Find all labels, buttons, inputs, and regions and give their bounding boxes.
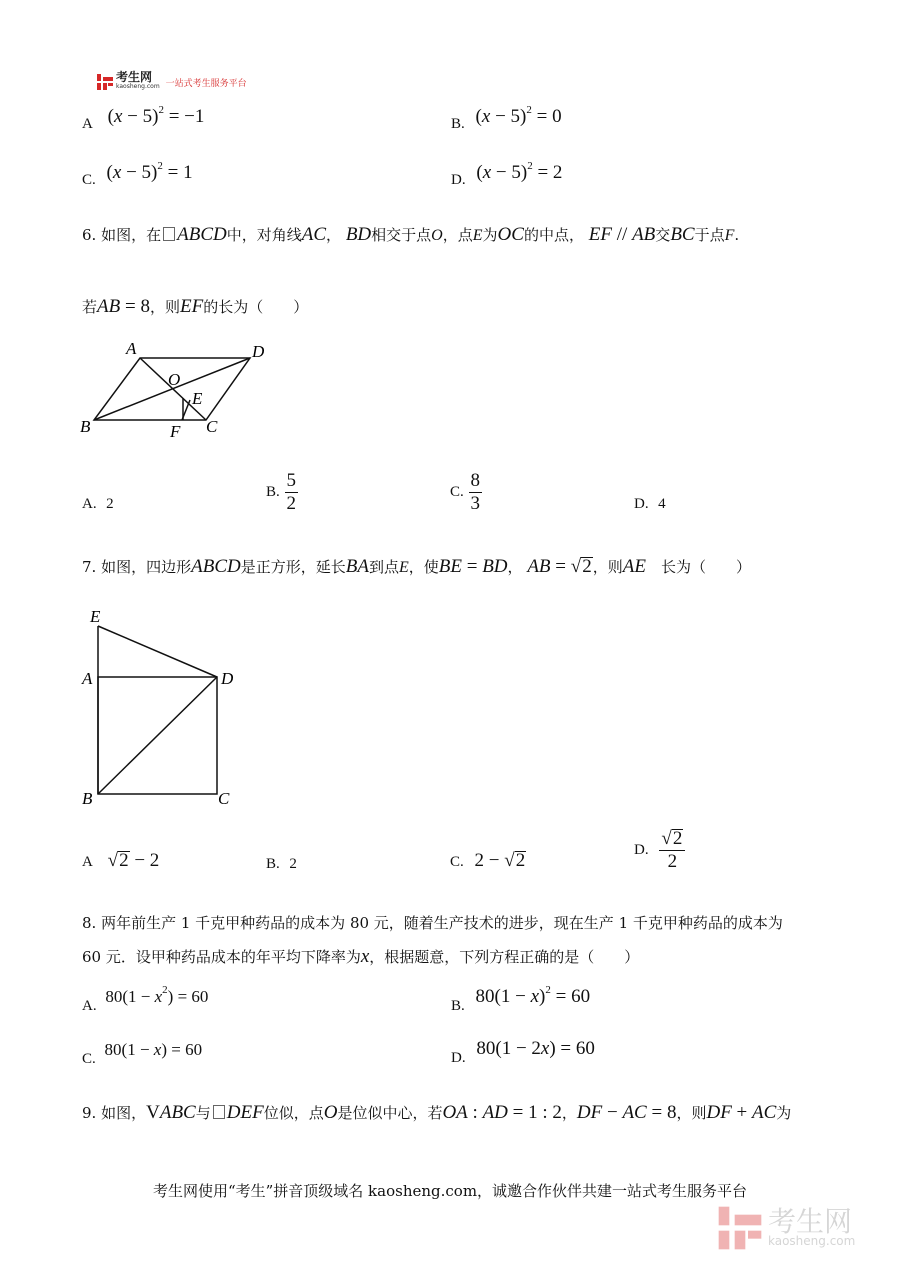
q6-text: ，点 (442, 226, 473, 244)
frac-denominator: 3 (470, 493, 481, 514)
q7-option-c: C. 2 − √2 (450, 850, 526, 871)
point-o-label: O (168, 370, 181, 389)
q5-option-d: D. $(x - 5)^2 = 2$ (451, 160, 563, 188)
logo-icon (96, 73, 114, 91)
frac-numerator: 5 (286, 470, 297, 491)
q8-option-a-label: A. (82, 998, 97, 1014)
parallelogram-symbol (163, 227, 175, 241)
q6-text: 如图，在 (101, 226, 162, 244)
q8-number: 8. (82, 914, 97, 932)
q9-text: ， (561, 1104, 577, 1122)
q8-text: 60 元．设甲种药品成本的年平均下降率为 (82, 948, 361, 966)
point-b-label: B (82, 789, 93, 808)
q8-option-b: B. $80(1 - x)^2 = 60$ (451, 984, 591, 1014)
q8-option-a: A. $80(1 - x^2) = 60$ (82, 984, 209, 1014)
q7-number: 7. (82, 558, 97, 576)
q7-text: ， (507, 558, 523, 576)
point-c-label: C (206, 417, 218, 436)
q8-text: 两年前生产 1 千克甲种药品的成本为 80 元，随着生产技术的进步，现在生产 1 千克甲种药品的成本为 (101, 914, 783, 932)
point-b-label: B (80, 417, 91, 436)
point-e-label: E (192, 389, 203, 408)
q6-text: 中，对角线 (226, 226, 302, 244)
q6-text: 于点 (694, 226, 725, 244)
point-a-label: A (126, 339, 137, 358)
q6-text: ，则 (149, 298, 180, 316)
point-f-label: F (170, 422, 181, 441)
q6-text: . (734, 226, 740, 244)
point-a-label: A (82, 669, 93, 688)
q7-option-b-value: 2 (289, 856, 297, 872)
q5-option-c: C. $(x - 5)^2 = 1$ (82, 160, 193, 188)
watermark-logo-icon (716, 1204, 764, 1252)
logo-title: 考生网 (116, 70, 153, 84)
q7-option-a: A √2 − 2 (82, 850, 160, 871)
q8-option-b-label: B. (451, 998, 465, 1014)
q7-text: 到点 (368, 558, 399, 576)
q6-option-d-label: D. (634, 496, 649, 512)
q6-option-a (82, 494, 114, 513)
q9-stem: 9. 如图，VABC与 DEF位似，点O是位似中心，若OA : AD = 1 : 2，DF − AC = 8，则DF + AC为 (82, 1102, 792, 1123)
q5-option-a: A $(x - 5)^2 = -1$ (82, 104, 205, 132)
q8-stem-line2: 60 元．设甲种药品成本的年平均下降率为x，根据题意，下列方程正确的是（ ） (82, 946, 640, 967)
q6-text: 的长为（ ） (203, 298, 309, 316)
q7-text: ，使 (408, 558, 439, 576)
q9-text: ，则 (676, 1104, 707, 1122)
q5-option-b: B. $(x - 5)^2 = 0$ (451, 104, 562, 132)
q7-text: 长为（ ） (645, 558, 751, 576)
q5-option-a-label: A (82, 116, 93, 132)
q6-number: 6. (82, 226, 97, 244)
q6-option-b (266, 470, 298, 515)
q6-option-c-fraction (469, 470, 483, 515)
q9-text: 是位似中心，若 (337, 1104, 443, 1122)
q7-option-c-label: C. (450, 854, 464, 870)
q7-option-d-label: D. (634, 842, 649, 858)
frac-numerator: 8 (470, 470, 481, 491)
q6-option-a-value: 2 (106, 496, 114, 512)
q9-number: 9. (82, 1104, 97, 1122)
watermark-title: 考生网 (768, 1205, 853, 1238)
q6-stem-line1: 6. 如图，在 ABCD中，对角线AC， BD相交于点O，点E为OC的中点， EF // AB交BC于点F. (82, 224, 740, 245)
page-footer: 考生网使用“考生”拼音顶级域名 kaosheng.com，诚邀合作伙伴共建一站式考生服务平台 (152, 1182, 748, 1200)
q7-text: 如图，四边形 (101, 558, 192, 576)
q7-text: 是正方形，延长 (240, 558, 346, 576)
header-logo (96, 72, 247, 92)
q5-option-d-label: D. (451, 172, 466, 188)
q6-option-a-label: A. (82, 496, 97, 512)
q8-option-d-label: D. (451, 1050, 466, 1066)
q9-text: 为 (776, 1104, 792, 1122)
point-d-label: D (252, 342, 265, 361)
q8-option-c-label: C. (82, 1051, 96, 1067)
q6-text: 为 (482, 226, 498, 244)
q6-text: 相交于点 (371, 226, 432, 244)
q7-option-d-fraction: $\frac{√2}{2}$ (659, 828, 685, 873)
q5-option-c-label: C. (82, 172, 96, 188)
frac-denominator: 2 (286, 493, 297, 514)
triangle-symbol (213, 1105, 225, 1119)
q6-text: 交 (655, 226, 671, 244)
q7-option-a-label: A (82, 854, 93, 870)
point-e-label: E (90, 607, 101, 626)
logo-sub: kaosheng.com (116, 83, 160, 90)
q6-text: ， (326, 226, 342, 244)
logo-tagline: 一站式考生服务平台 (165, 78, 247, 89)
q7-option-b (266, 854, 297, 873)
q6-option-b-fraction (285, 470, 299, 515)
q8-stem-line1 (82, 912, 783, 933)
q6-text: 若 (82, 298, 98, 316)
q6-option-c-label: C. (450, 484, 464, 500)
q9-text: 如图， (101, 1104, 147, 1122)
watermark-sub: kaosheng.com (768, 1234, 856, 1248)
q9-text: 位似，点 (263, 1104, 324, 1122)
q7-text: ，则 (592, 558, 623, 576)
q6-stem-line2: 若AB = 8，则EF的长为（ ） (82, 296, 309, 317)
q9-text: 与 (195, 1104, 211, 1122)
q8-option-d: D. 80(1 − 2x) = 60 (451, 1038, 595, 1066)
point-c-label: C (218, 789, 230, 808)
q7-option-d (634, 828, 685, 873)
q6-option-d (634, 494, 666, 513)
q7-option-b-label: B. (266, 856, 280, 872)
q6-option-d-value: 4 (658, 496, 666, 512)
q8-option-c: C. 80(1 − x) = 60 (82, 1040, 203, 1067)
q8-text: ，根据题意，下列方程正确的是（ ） (369, 948, 640, 966)
q7-square-figure (78, 604, 248, 814)
q7-stem: 7. 如图，四边形ABCD是正方形，延长BA到点E，使BE = BD， AB = √2，则AE 长为（ ） (82, 556, 751, 577)
q6-option-b-label: B. (266, 484, 280, 500)
q6-option-c (450, 470, 482, 515)
q6-text: 的中点， (523, 226, 584, 244)
q5-option-b-label: B. (451, 116, 465, 132)
watermark (716, 1204, 855, 1252)
point-d-label: D (221, 669, 234, 688)
q6-parallelogram-figure (78, 336, 278, 446)
